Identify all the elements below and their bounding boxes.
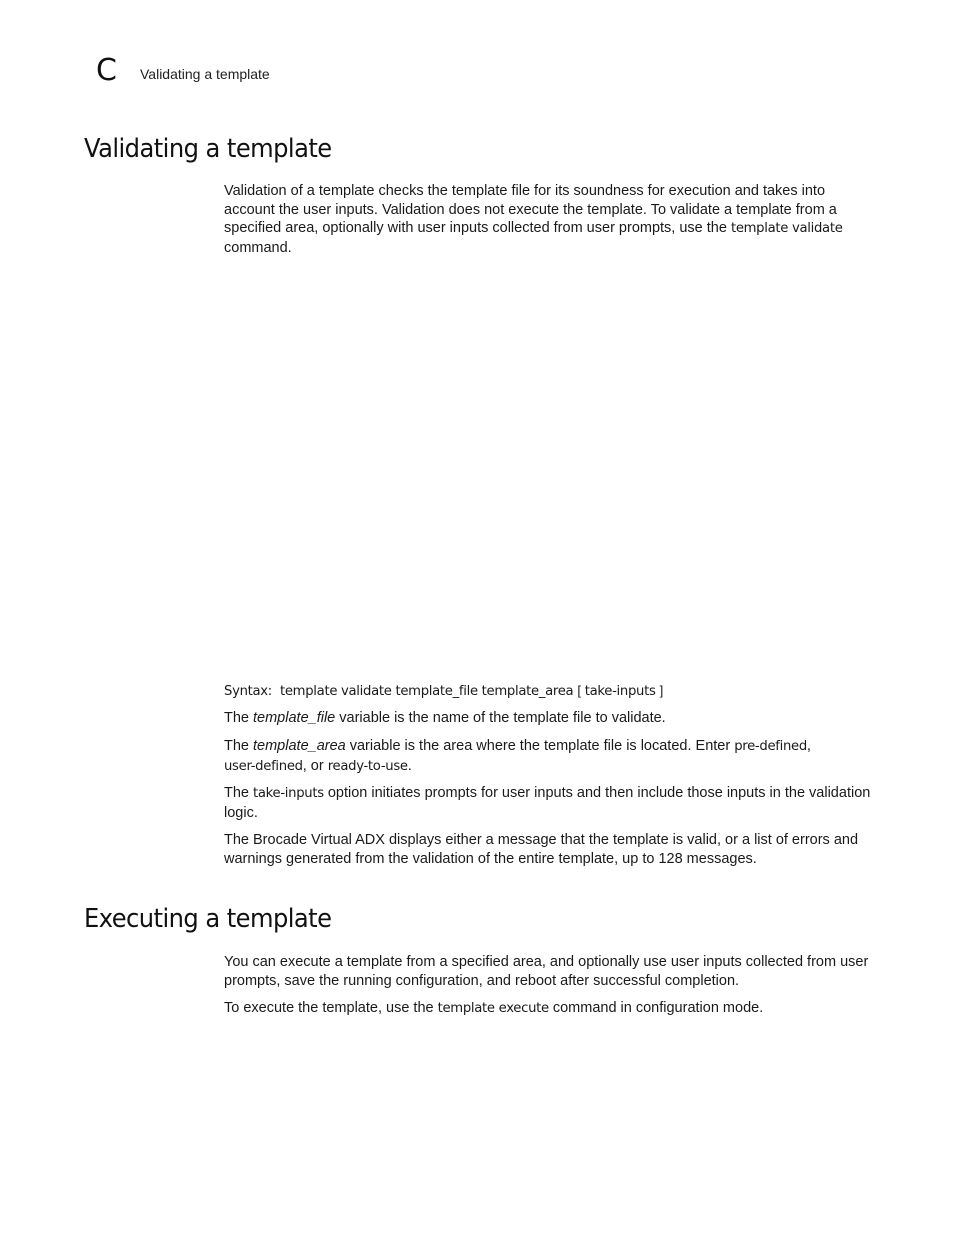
template-area-mid: variable is the area where the template file is located. Enter <box>345 738 735 754</box>
template-area-variable: template_area <box>253 738 346 754</box>
syntax-command: template validate template_file template_area <box>280 684 574 699</box>
execute-usage-post: command in configuration mode. <box>548 1000 764 1016</box>
area-option-pre-defined: pre-defined <box>734 739 807 754</box>
execute-usage-paragraph <box>224 999 874 1019</box>
running-header-title: Validating a template <box>140 66 270 82</box>
syntax-close-bracket: ] <box>659 683 663 698</box>
validation-intro-tail: command. <box>224 240 292 257</box>
validation-result-paragraph: The Brocade Virtual ADX displays either a message that the template is valid, or a list of errors and warnings generated from the validation of the entire template, up to 128 messages. <box>224 832 859 867</box>
validating-template-heading: Validating a template <box>84 134 332 164</box>
executing-template-heading: Executing a template <box>84 904 332 934</box>
take-inputs-option: take-inputs <box>253 786 324 801</box>
area-option-ready-to-use: ready-to-use <box>327 758 408 774</box>
syntax-open-bracket: [ <box>577 683 581 698</box>
chapter-letter: C <box>96 53 117 88</box>
syntax-line <box>224 682 874 702</box>
syntax-label: Syntax: <box>224 684 272 699</box>
area-separator-1: , <box>806 738 811 754</box>
execute-intro-paragraph: You can execute a template from a specified area, and optionally use user inputs collected from user prompts, save the running configuration, and reboot after successful completion. <box>224 954 869 989</box>
area-option-user-defined: user-defined <box>224 758 303 774</box>
take-inputs-paragraph <box>224 784 874 822</box>
template-area-paragraph <box>224 737 874 776</box>
area-end: . <box>407 757 412 774</box>
syntax-option: take-inputs <box>584 684 656 699</box>
template-execute-command: template execute <box>437 1001 549 1016</box>
area-separator-2: , or <box>302 757 328 774</box>
take-inputs-post: option initiates prompts for user inputs and then include those inputs in the validation logic. <box>224 785 871 821</box>
validation-intro-text: Validation of a template checks the template file for its soundness for execution and takes into account the user inputs. Validation does not execute the template. To validate a template from a specified area, optionally with user inputs collected from user prompts, use the <box>224 183 837 237</box>
template-file-paragraph <box>224 709 874 728</box>
template-file-pre: The <box>224 710 254 726</box>
template-file-variable: template_file <box>253 710 336 726</box>
template-file-post: variable is the name of the template file to validate. <box>335 710 666 726</box>
validation-intro-paragraph <box>224 182 874 258</box>
template-validate-command: template validate <box>730 221 843 237</box>
execute-usage-pre: To execute the template, use the <box>224 1000 438 1016</box>
take-inputs-pre: The <box>224 785 254 801</box>
template-area-pre: The <box>224 738 254 754</box>
